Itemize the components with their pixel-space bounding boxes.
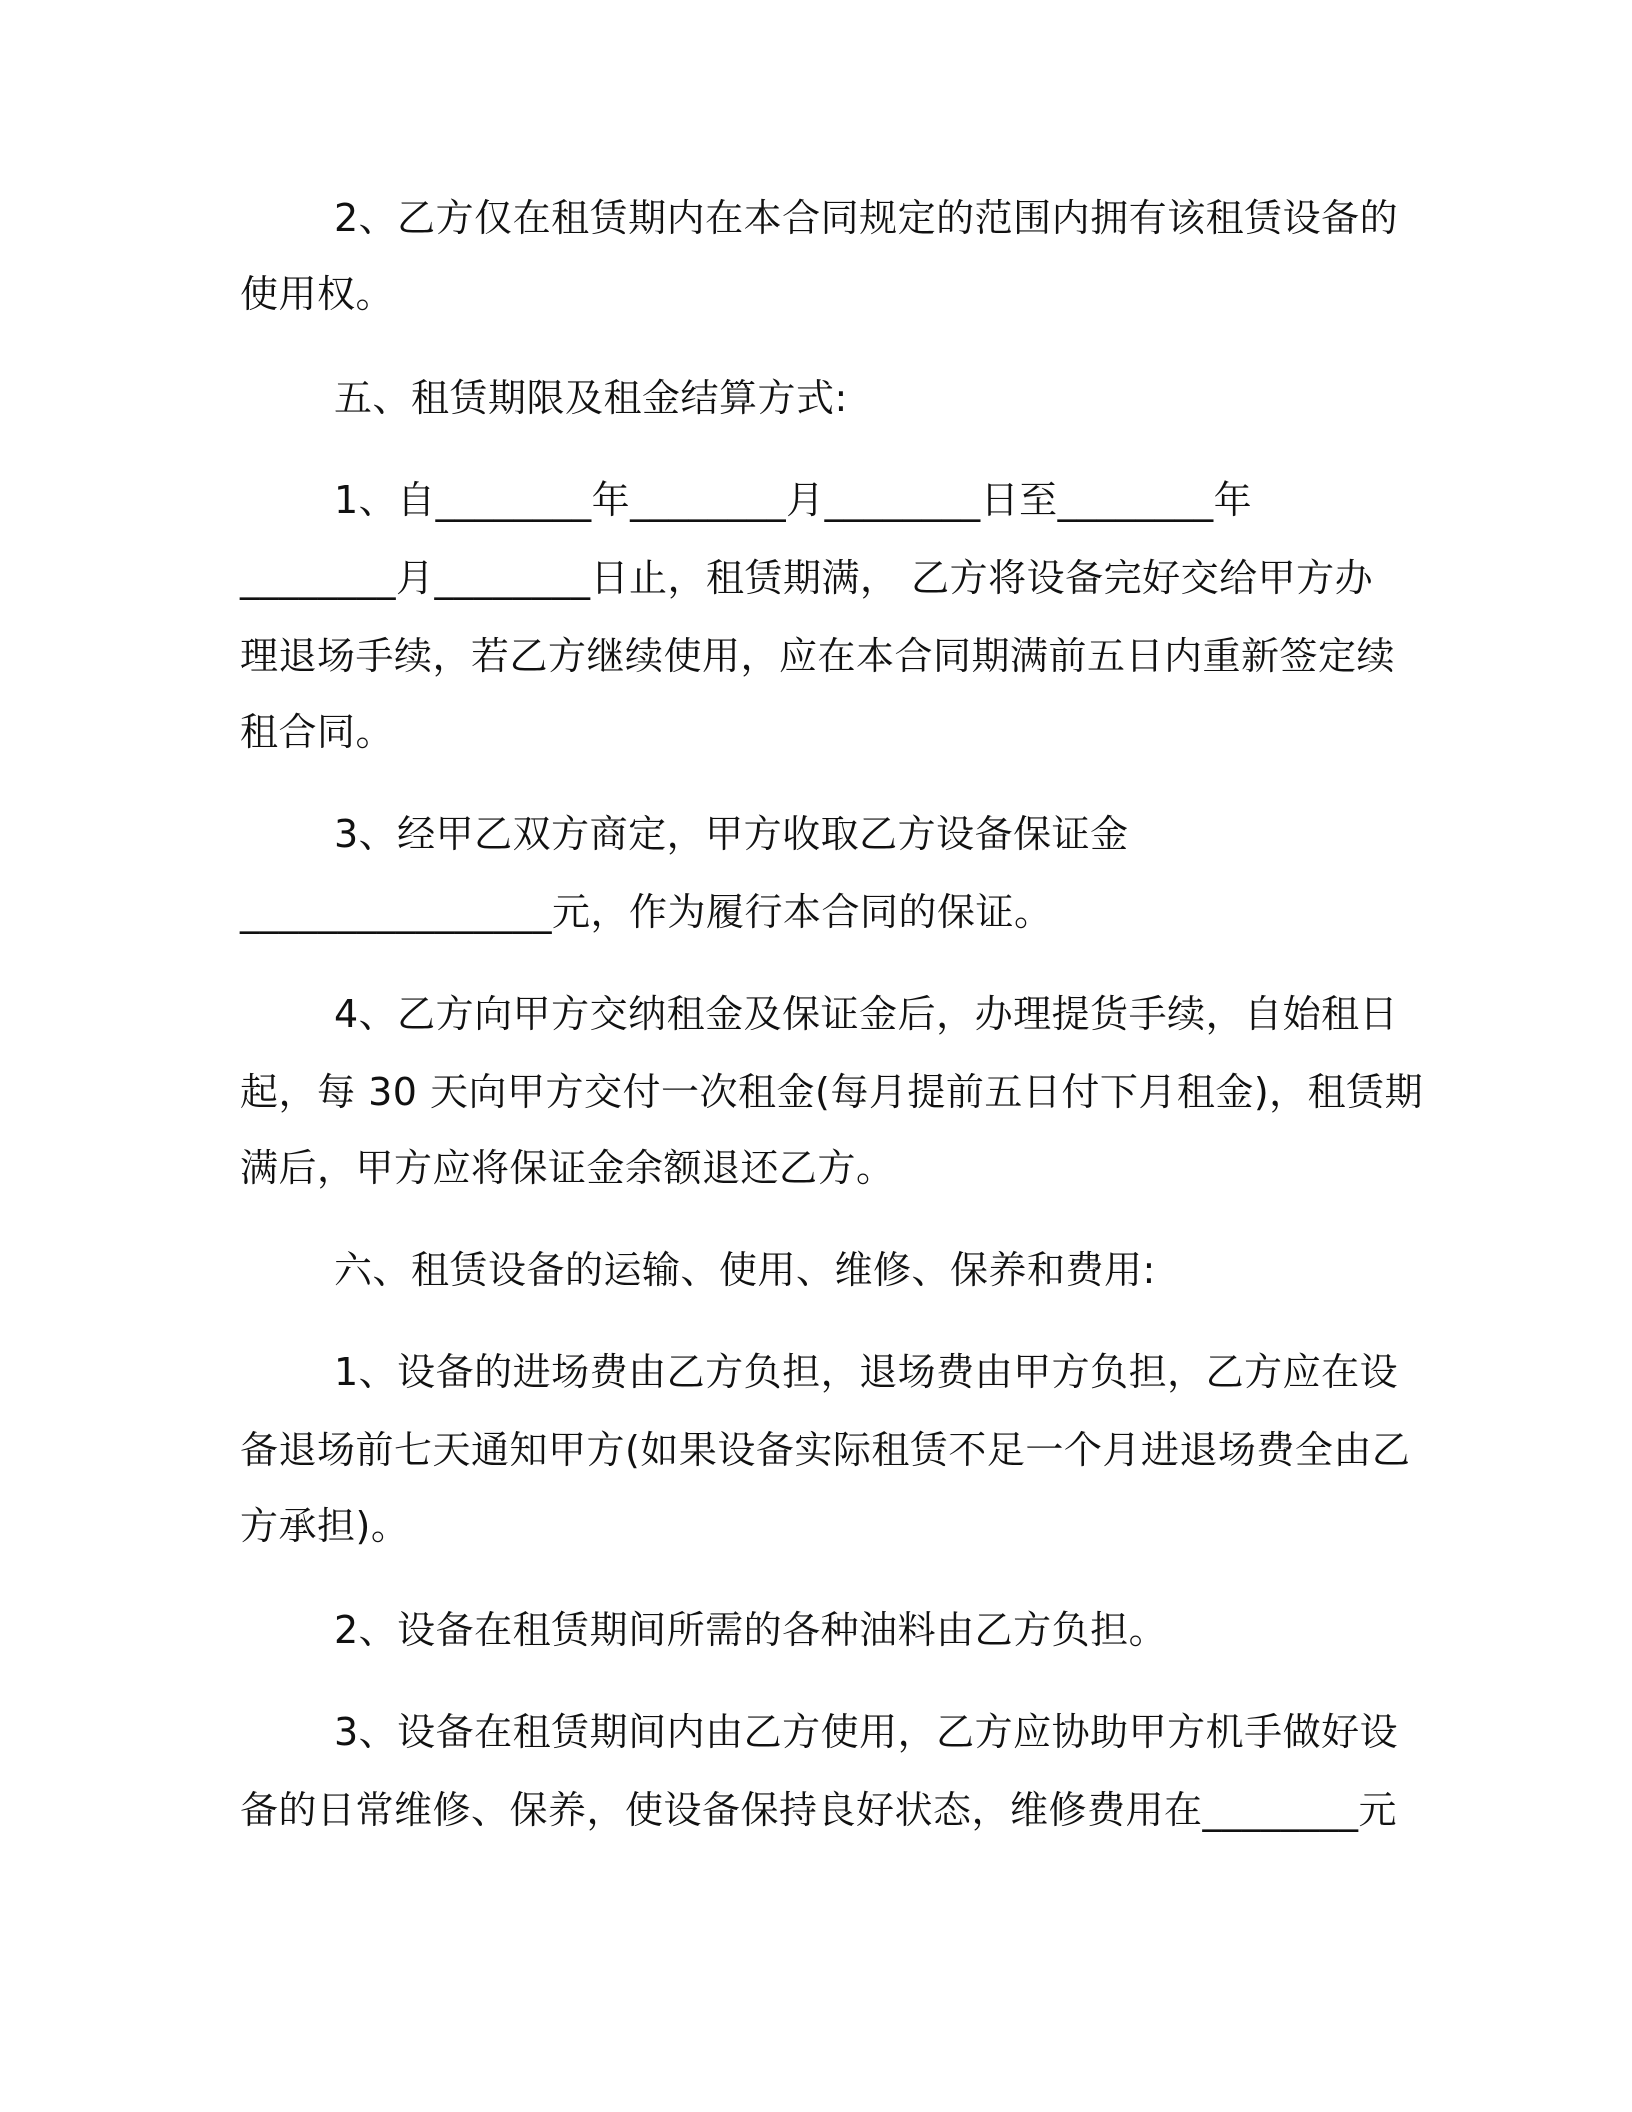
- paragraph-line: 1、自________年________月________日至________年: [334, 478, 1253, 522]
- paragraph-line: 2、乙方仅在租赁期内在本合同规定的范围内拥有该租赁设备的: [334, 196, 1399, 240]
- paragraph-line: ________月________日止，租赁期满， 乙方将设备完好交给甲方办: [240, 556, 1374, 600]
- paragraph-line: 1、设备的进场费由乙方负担，退场费由甲方负担，乙方应在设: [334, 1350, 1399, 1394]
- paragraph-line: 备退场前七天通知甲方(如果设备实际租赁不足一个月进退场费全由乙: [240, 1428, 1411, 1472]
- section-heading: 五、租赁期限及租金结算方式:: [334, 376, 848, 420]
- paragraph-line: 使用权。: [240, 272, 395, 316]
- paragraph-line: 起，每 30 天向甲方交付一次租金(每月提前五日付下月租金)，租赁期: [240, 1070, 1424, 1114]
- paragraph-line: 理退场手续，若乙方继续使用，应在本合同期满前五日内重新签定续: [240, 634, 1396, 678]
- paragraph-line: 2、设备在租赁期间所需的各种油料由乙方负担。: [334, 1608, 1168, 1652]
- paragraph-line: ________________元，作为履行本合同的保证。: [240, 890, 1053, 934]
- paragraph-line: 方承担)。: [240, 1504, 410, 1548]
- paragraph-line: 备的日常维修、保养，使设备保持良好状态，维修费用在________元: [240, 1788, 1398, 1832]
- paragraph-line: 满后，甲方应将保证金余额退还乙方。: [240, 1146, 895, 1190]
- paragraph-line: 3、设备在租赁期间内由乙方使用，乙方应协助甲方机手做好设: [334, 1710, 1399, 1754]
- paragraph-line: 租合同。: [240, 710, 395, 754]
- section-heading: 六、租赁设备的运输、使用、维修、保养和费用:: [334, 1248, 1156, 1292]
- paragraph-line: 3、经甲乙双方商定，甲方收取乙方设备保证金: [334, 812, 1129, 856]
- paragraph-line: 4、乙方向甲方交纳租金及保证金后，办理提货手续，自始租日: [334, 992, 1399, 1036]
